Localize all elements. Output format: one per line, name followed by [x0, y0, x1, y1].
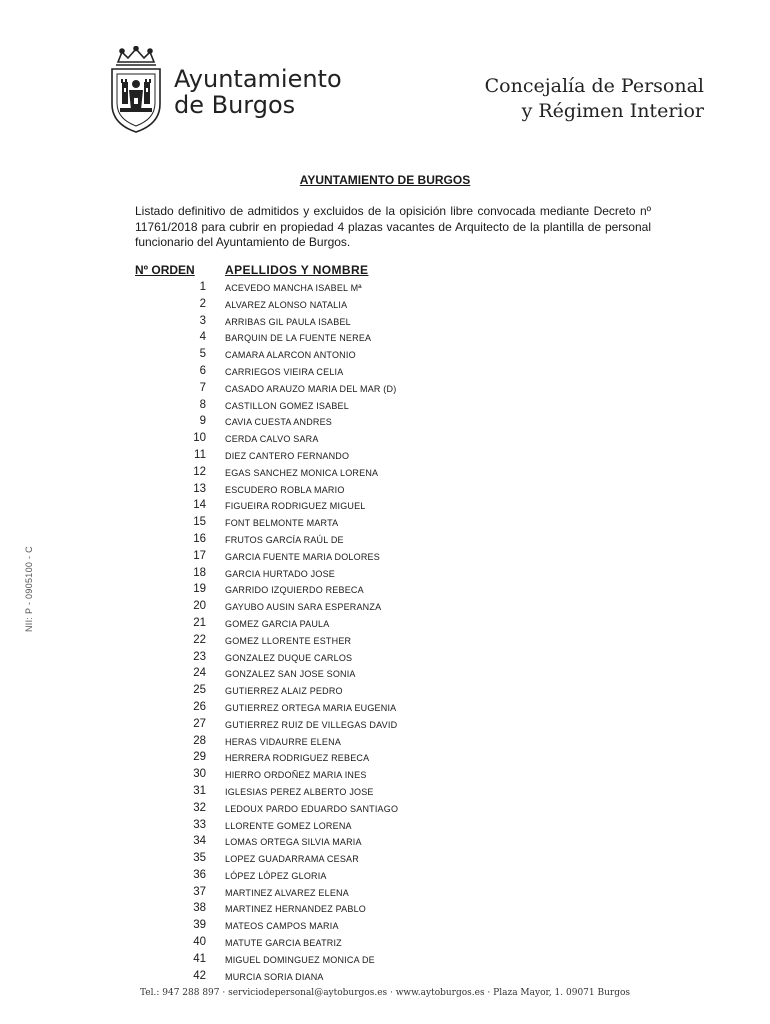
column-header-order: Nº ORDEN [135, 263, 195, 277]
list-item [0, 934, 770, 951]
column-header-name: APELLIDOS Y NOMBRE [225, 263, 369, 277]
list-item-name: EGAS SANCHEZ MONICA LORENA [225, 467, 379, 478]
list-item-name: HIERRO ORDOÑEZ MARIA INES [225, 770, 367, 781]
list-item-name: MATUTE GARCIA BEATRIZ [225, 938, 342, 949]
list-item-number: 35 [193, 852, 206, 865]
list-item-number: 22 [193, 633, 206, 646]
list-item-name: LEDOUX PARDO EDUARDO SANTIAGO [225, 803, 399, 814]
list-item-number: 4 [199, 331, 206, 344]
list-item [0, 581, 770, 598]
list-item-name: MARTINEZ ALVAREZ ELENA [225, 887, 349, 898]
list-item-name: HERRERA RODRIGUEZ REBECA [225, 753, 370, 764]
list-item-name: ACEVEDO MANCHA ISABEL Mª [225, 283, 362, 293]
list-item [0, 397, 770, 414]
list-item-number: 10 [193, 432, 206, 445]
list-item-name: CASADO ARAUZO MARIA DEL MAR (D) [225, 383, 397, 394]
list-item [0, 665, 770, 682]
list-item-number: 24 [193, 667, 206, 680]
list-item-number: 1 [199, 281, 206, 293]
list-item-name: GOMEZ GARCIA PAULA [225, 618, 330, 629]
list-item-number: 18 [193, 566, 206, 579]
applicant-list [0, 279, 770, 984]
department-name [485, 74, 704, 124]
list-item-number: 36 [193, 868, 206, 881]
list-item [0, 884, 770, 901]
list-item-number: 26 [193, 700, 206, 713]
list-item-name: CERDA CALVO SARA [225, 434, 319, 445]
list-item-name: LLORENTE GOMEZ LORENA [225, 820, 352, 831]
list-item-name: GONZALEZ DUQUE CARLOS [225, 652, 353, 663]
organization-name-line2: de Burgos [174, 91, 296, 119]
list-item-number: 9 [199, 415, 206, 428]
list-item [0, 413, 770, 430]
list-item [0, 682, 770, 699]
list-item-name: GUTIERREZ ALAIZ PEDRO [225, 686, 343, 697]
list-item [0, 733, 770, 750]
list-item-number: 13 [193, 482, 206, 495]
list-item-name: GONZALEZ SAN JOSE SONIA [225, 669, 356, 680]
list-item-number: 34 [193, 835, 206, 848]
list-item-number: 28 [193, 734, 206, 747]
list-item-number: 12 [193, 465, 206, 478]
list-item-number: 5 [199, 348, 206, 361]
list-item-name: CAMARA ALARCON ANTONIO [225, 350, 356, 361]
list-item-number: 11 [194, 448, 206, 461]
list-item-number: 29 [193, 751, 206, 764]
list-item-number: 2 [199, 297, 206, 310]
organization-name [174, 66, 342, 118]
list-item [0, 800, 770, 817]
list-item-name: GAYUBO AUSIN SARA ESPERANZA [225, 602, 382, 613]
list-item-name: CASTILLON GOMEZ ISABEL [225, 400, 349, 411]
list-item [0, 565, 770, 582]
list-item-name: GUTIERREZ ORTEGA MARIA EUGENIA [225, 702, 397, 713]
list-item [0, 329, 770, 346]
list-item-name: MURCIA SORIA DIANA [225, 971, 324, 982]
list-item-number: 39 [193, 919, 206, 932]
list-item-number: 8 [199, 398, 206, 411]
list-item-number: 20 [193, 600, 206, 613]
list-item [0, 968, 770, 985]
list-item [0, 296, 770, 313]
list-item-name: ALVAREZ ALONSO NATALIA [225, 299, 348, 310]
list-item-name: DIEZ CANTERO FERNANDO [225, 450, 350, 461]
list-item-name: FRUTOS GARCÍA RAÚL DE [225, 534, 344, 545]
list-item-number: 32 [193, 801, 206, 814]
list-item [0, 531, 770, 548]
side-registry-stamp: NII: P - 0905100 - C [24, 546, 34, 632]
list-item [0, 279, 770, 296]
list-item [0, 749, 770, 766]
list-item-number: 27 [193, 717, 206, 730]
list-item [0, 867, 770, 884]
intro-paragraph: Listado definitivo de admitidos y excluidos de la opisición libre convocada mediante Decreto nº 11761/2018 para cubrir en propiedad 4 plazas vacantes de Arquitecto de la plantilla de personal funcionario del Ayuntamiento de Burgos. [135, 204, 651, 249]
list-item [0, 900, 770, 917]
list-item-number: 30 [193, 768, 206, 781]
list-item-name: GOMEZ LLORENTE ESTHER [225, 635, 352, 646]
department-name-line2: y Régimen Interior [521, 100, 704, 122]
list-item [0, 380, 770, 397]
list-item-number: 21 [193, 616, 206, 629]
list-item [0, 615, 770, 632]
list-item-number: 15 [193, 516, 206, 529]
list-item [0, 766, 770, 783]
list-item [0, 850, 770, 867]
list-item-name: FONT BELMONTE MARTA [225, 518, 339, 529]
list-item-name: LOPEZ GUADARRAMA CESAR [225, 854, 359, 865]
list-item-number: 17 [193, 549, 206, 562]
list-item-number: 14 [193, 499, 206, 512]
list-item [0, 430, 770, 447]
city-crest-logo [108, 46, 164, 134]
document-title: AYUNTAMIENTO DE BURGOS [299, 173, 471, 187]
list-item-name: FIGUEIRA RODRIGUEZ MIGUEL [225, 501, 366, 512]
list-item [0, 917, 770, 934]
list-item [0, 833, 770, 850]
list-item-name: GARCIA HURTADO JOSE [225, 568, 335, 579]
list-item [0, 363, 770, 380]
list-item-name: MIGUEL DOMINGUEZ MONICA DE [225, 954, 375, 965]
list-item-name: CAVIA CUESTA ANDRES [225, 417, 332, 428]
list-item-number: 40 [193, 936, 206, 949]
list-item [0, 447, 770, 464]
list-item [0, 649, 770, 666]
list-item [0, 699, 770, 716]
list-item [0, 464, 770, 481]
list-item-name: MATEOS CAMPOS MARIA [225, 921, 339, 932]
list-item [0, 951, 770, 968]
list-item [0, 497, 770, 514]
list-item [0, 632, 770, 649]
list-item-number: 6 [199, 364, 206, 377]
list-item-number: 37 [193, 885, 206, 898]
list-item-number: 16 [193, 532, 206, 545]
list-item-name: GARCIA FUENTE MARIA DOLORES [225, 551, 380, 562]
list-item-name: MARTINEZ HERNANDEZ PABLO [225, 904, 366, 915]
list-item-name: GUTIERREZ RUIZ DE VILLEGAS DAVID [225, 719, 398, 730]
list-item-number: 38 [193, 902, 206, 915]
list-item-number: 3 [199, 314, 206, 327]
list-item-number: 31 [193, 784, 206, 797]
list-item-number: 41 [193, 952, 206, 965]
list-item-name: CARRIEGOS VIEIRA CELIA [225, 366, 344, 377]
list-item-name: LOMAS ORTEGA SILVIA MARIA [225, 837, 362, 848]
list-item [0, 783, 770, 800]
list-item [0, 817, 770, 834]
list-item-number: 42 [193, 969, 206, 982]
list-item [0, 346, 770, 363]
list-item-number: 7 [199, 381, 206, 394]
list-item [0, 548, 770, 565]
list-item [0, 313, 770, 330]
list-item-name: HERAS VIDAURRE ELENA [225, 736, 342, 747]
footer-contact: Tel.: 947 288 897 · serviciodepersonal@aytoburgos.es · www.aytoburgos.es · Plaza Mayor, 1. 09071 Burgos [139, 988, 630, 998]
list-item-number: 19 [193, 583, 206, 596]
list-item-name: LÓPEZ LÓPEZ GLORIA [225, 870, 327, 881]
list-item [0, 514, 770, 531]
list-item [0, 481, 770, 498]
list-item-name: ESCUDERO ROBLA MARIO [225, 484, 345, 495]
list-item-name: GARRIDO IZQUIERDO REBECA [225, 585, 364, 596]
department-name-line1: Concejalía de Personal [484, 75, 704, 97]
list-item [0, 716, 770, 733]
list-item-number: 25 [193, 684, 206, 697]
list-item-name: BARQUIN DE LA FUENTE NEREA [225, 333, 372, 344]
list-item-name: IGLESIAS PEREZ ALBERTO JOSE [225, 786, 374, 797]
list-item-name: ARRIBAS GIL PAULA ISABEL [225, 316, 351, 327]
organization-name-line1: Ayuntamiento [174, 65, 342, 93]
list-item-number: 33 [193, 818, 206, 831]
list-item-number: 23 [193, 650, 206, 663]
list-item [0, 598, 770, 615]
